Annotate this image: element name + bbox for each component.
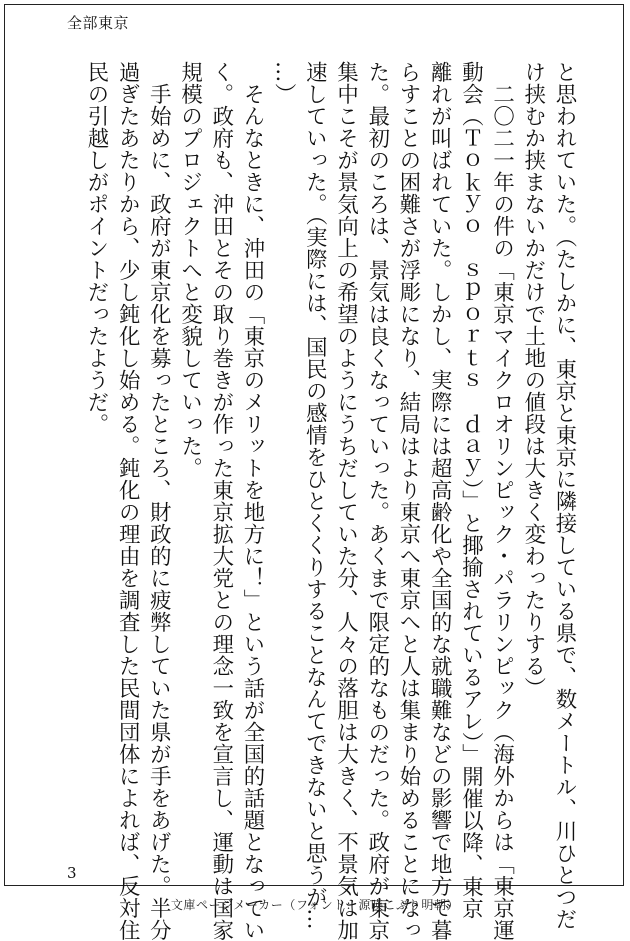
text-line: 動会（Ｔｏｋｙｏ ｓｐｏｒｔｓ ｄａｙ）」と揶揄されているアレ）」開催以降、東京 xyxy=(458,61,484,920)
text-line: らすことの困難さが浮彫になり、結局はより東京へ東京へと人は集まり始めることになっ xyxy=(395,61,421,941)
page-number: 3 xyxy=(67,864,77,882)
text-line: く。政府も、沖田とその取り巻きが作った東京拡大党との理念一致を宣言し、運動は国家 xyxy=(208,61,234,941)
text-line: け挟むか挟まないかだけで土地の値段は大きく変わったりする） xyxy=(520,61,546,699)
running-title: 全部東京 xyxy=(67,14,130,32)
generator-caption: 文庫ページメーカー（フォント：源暎こぶり明朝） xyxy=(170,898,460,912)
text-line: と思われていた。（たしかに、東京と東京に隣接している県で、数メートル、川ひとつだ xyxy=(552,61,577,931)
text-line: 二〇二一年の件の「東京マイクロオリンピック・パラリンピック（海外からは「東京運 xyxy=(489,61,515,941)
text-line: そんなときに、沖田の「東京のメリットを地方に！」という話が全国的話題となってい xyxy=(239,61,265,941)
text-line: 過ぎたあたりから、少し鈍化し始める。鈍化の理由を調査した民間団体によれば、反対住 xyxy=(115,61,141,941)
text-line: 規模のプロジェクトへと変貌していった。 xyxy=(177,61,203,479)
text-line: た。最初のころは、景気は良くなっていった。あくまで限定的なものだった。政府が東京 xyxy=(364,61,390,941)
text-line: 集中こそが景気向上の希望のようにうちだしていた分、人々の落胆は大きく、不景気は加 xyxy=(333,61,359,941)
text-line: 手始めに、政府が東京化を募ったところ、財政的に疲弊していた県が手をあげた。半分 xyxy=(146,61,172,941)
text-line: …） xyxy=(271,61,297,105)
text-line: 民の引越しがポイントだったようだ。 xyxy=(83,61,109,435)
text-line: 速していった。（実際には、国民の感情をひとくくりすることなんてできないと思うが… xyxy=(302,61,328,931)
text-line: 離れが叫ばれていた。しかし、実際には超高齢化や全国的な就職難などの影響で地方で暮 xyxy=(427,61,453,941)
